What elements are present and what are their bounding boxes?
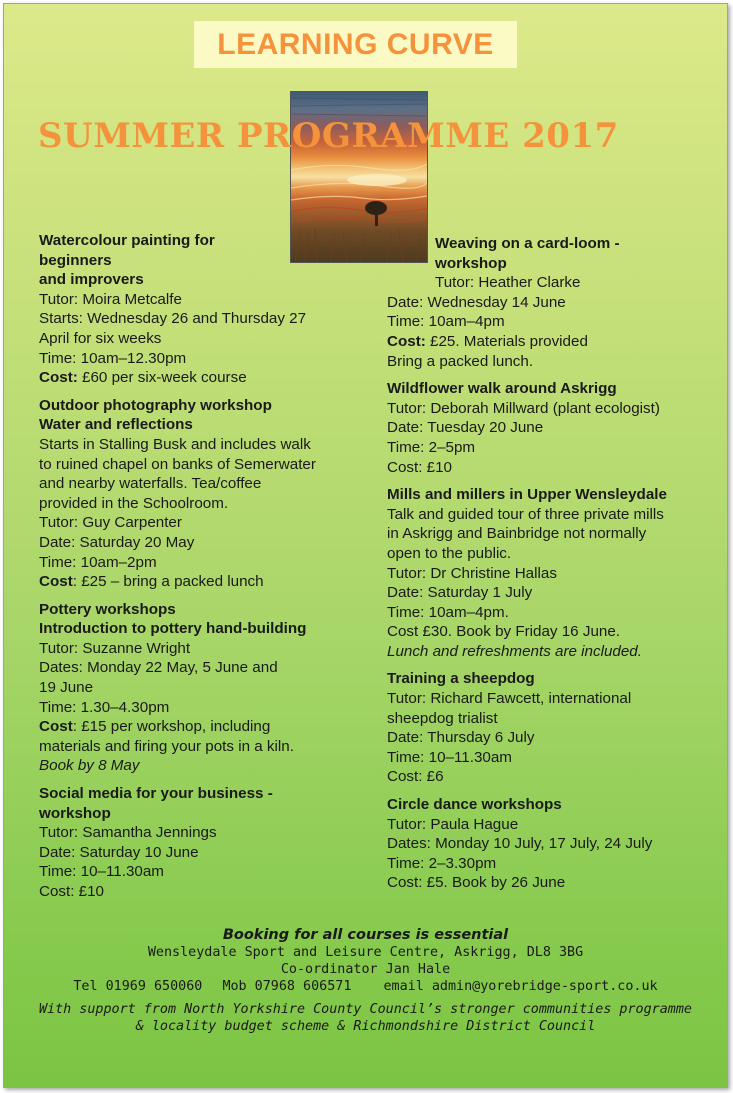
course-detail: Cost: £6 [387, 768, 444, 786]
cost-label: Cost: [387, 332, 426, 350]
course-title: workshop [39, 804, 111, 822]
course-detail: Starts in Stalling Busk and includes walk [39, 435, 311, 453]
course-photography [39, 396, 349, 592]
course-social-media [39, 784, 349, 902]
telephone: Tel 01969 650060 [73, 979, 203, 994]
course-title: Circle dance workshops [387, 796, 562, 814]
course-tutor: Tutor: Heather Clarke [435, 274, 581, 292]
course-title: workshop [435, 254, 507, 272]
course-mills [387, 485, 717, 661]
course-detail: Tutor: Guy Carpenter [39, 514, 182, 532]
course-cost [387, 332, 717, 352]
course-detail: and nearby waterfalls. Tea/coffee [39, 475, 262, 493]
course-detail: Time: 10am–2pm [39, 553, 157, 571]
course-title: beginners [39, 251, 112, 269]
course-detail: Date: Saturday 10 June [39, 843, 199, 861]
course-detail: Cost: £10 [387, 458, 453, 476]
cost-label: Cost: [39, 369, 78, 387]
booking-notice: Booking for all courses is essential [222, 927, 509, 943]
course-detail: Time: 10am–4pm. [387, 603, 509, 621]
course-detail: 19 June [39, 679, 94, 697]
course-cost [39, 717, 349, 737]
course-title: Weaving on a card-loom - [435, 235, 620, 252]
course-detail: open to the public. [387, 544, 512, 562]
course-detail: Dates: Monday 22 May, 5 June and [39, 659, 278, 677]
course-detail: sheepdog trialist [387, 709, 498, 727]
course-cost [39, 368, 349, 388]
course-detail: Time: 2–5pm [387, 438, 476, 456]
right-column [387, 234, 717, 901]
cost-label: Cost [39, 718, 73, 736]
course-detail: Time: 10am–4pm [387, 313, 505, 331]
course-title: Watercolour painting for [39, 232, 215, 249]
course-note: Book by 8 May [39, 757, 140, 775]
course-watercolour [39, 231, 349, 388]
course-title: Pottery workshops [39, 600, 176, 618]
course-detail: Starts: Wednesday 26 and Thursday 27 [39, 310, 307, 328]
course-detail: Time: 2–3.30pm [387, 854, 497, 872]
page-title: LEARNING CURVE [217, 27, 494, 61]
course-wildflower [387, 379, 717, 477]
left-column [39, 231, 349, 910]
course-detail: Tutor: Samantha Jennings [39, 824, 217, 842]
course-title: Introduction to pottery hand-building [39, 620, 307, 638]
course-circle-dance [387, 795, 717, 893]
course-detail: April for six weeks [39, 329, 162, 347]
poster [3, 3, 728, 1088]
course-title: Training a sheepdog [387, 670, 535, 688]
coordinator: Co-ordinator Jan Hale [280, 962, 451, 977]
course-detail: Tutor: Moira Metcalfe [39, 290, 182, 308]
course-detail: Cost: £10 [39, 883, 105, 900]
course-title: Outdoor photography workshop [39, 396, 272, 414]
course-detail: Time: 10–11.30am [387, 748, 512, 766]
course-detail: materials and firing your pots in a kiln. [39, 737, 294, 755]
course-detail: Time: 10–11.30am [39, 863, 164, 881]
course-pottery [39, 600, 349, 776]
contact-line [24, 978, 707, 995]
course-weaving [387, 234, 717, 371]
course-detail: provided in the Schoolroom. [39, 494, 229, 512]
course-detail: Date: Tuesday 20 June [387, 419, 544, 437]
course-detail: Time: 1.30–4.30pm [39, 698, 170, 716]
footer [24, 926, 707, 1035]
course-detail: Cost £30. Book by Friday 16 June. [387, 623, 621, 641]
course-detail: Tutor: Paula Hague [387, 815, 519, 833]
course-title: Wildflower walk around Askrigg [387, 380, 617, 398]
title-banner [194, 21, 517, 68]
cost-text: £25. Materials provided [425, 332, 588, 350]
course-detail: Time: 10am–12.30pm [39, 349, 187, 367]
programme-heading: SUMMER PROGRAMME 2017 [38, 116, 619, 156]
mobile: Mob 07968 606571 [222, 979, 352, 994]
course-sheepdog [387, 669, 717, 787]
course-title: Mills and millers in Upper Wensleydale [387, 486, 667, 504]
course-detail: in Askrigg and Bainbridge not normally [387, 525, 647, 543]
course-cost [39, 572, 349, 592]
course-title: Water and reflections [39, 416, 193, 434]
course-detail: to ruined chapel on banks of Semerwater [39, 455, 316, 473]
course-title: Social media for your business - [39, 785, 273, 803]
course-detail: Bring a packed lunch. [387, 352, 534, 370]
course-note: Lunch and refreshments are included. [387, 642, 642, 660]
cost-text: : £15 per workshop, including [72, 718, 271, 736]
course-detail: Dates: Monday 10 July, 17 July, 24 July [387, 835, 653, 853]
cost-label: Cost [39, 573, 73, 591]
course-detail: Date: Saturday 20 May [39, 533, 195, 551]
venue-address: Wensleydale Sport and Leisure Centre, Askrigg, DL8 3BG [147, 945, 584, 960]
course-detail: Tutor: Suzanne Wright [39, 639, 191, 657]
course-detail: Date: Wednesday 14 June [387, 293, 566, 311]
course-detail: Tutor: Deborah Millward (plant ecologist) [387, 399, 660, 417]
support-statement: With support from North Yorkshire County Council’s stronger communities programme & locality budget scheme & Richmondshire District Council [38, 1002, 692, 1034]
course-detail: Cost: £5. Book by 26 June [387, 874, 566, 892]
email-address[interactable]: email admin@yorebridge-sport.co.uk [383, 979, 658, 994]
course-title: and improvers [39, 271, 144, 289]
course-detail: Talk and guided tour of three private mills [387, 505, 664, 523]
course-detail: Date: Saturday 1 July [387, 584, 533, 602]
course-detail: Tutor: Dr Christine Hallas [387, 564, 557, 582]
course-detail: Tutor: Richard Fawcett, international [387, 690, 632, 708]
cost-text: : £25 – bring a packed lunch [72, 573, 264, 591]
cost-text: £60 per six-week course [77, 369, 247, 387]
course-detail: Date: Thursday 6 July [387, 729, 535, 747]
